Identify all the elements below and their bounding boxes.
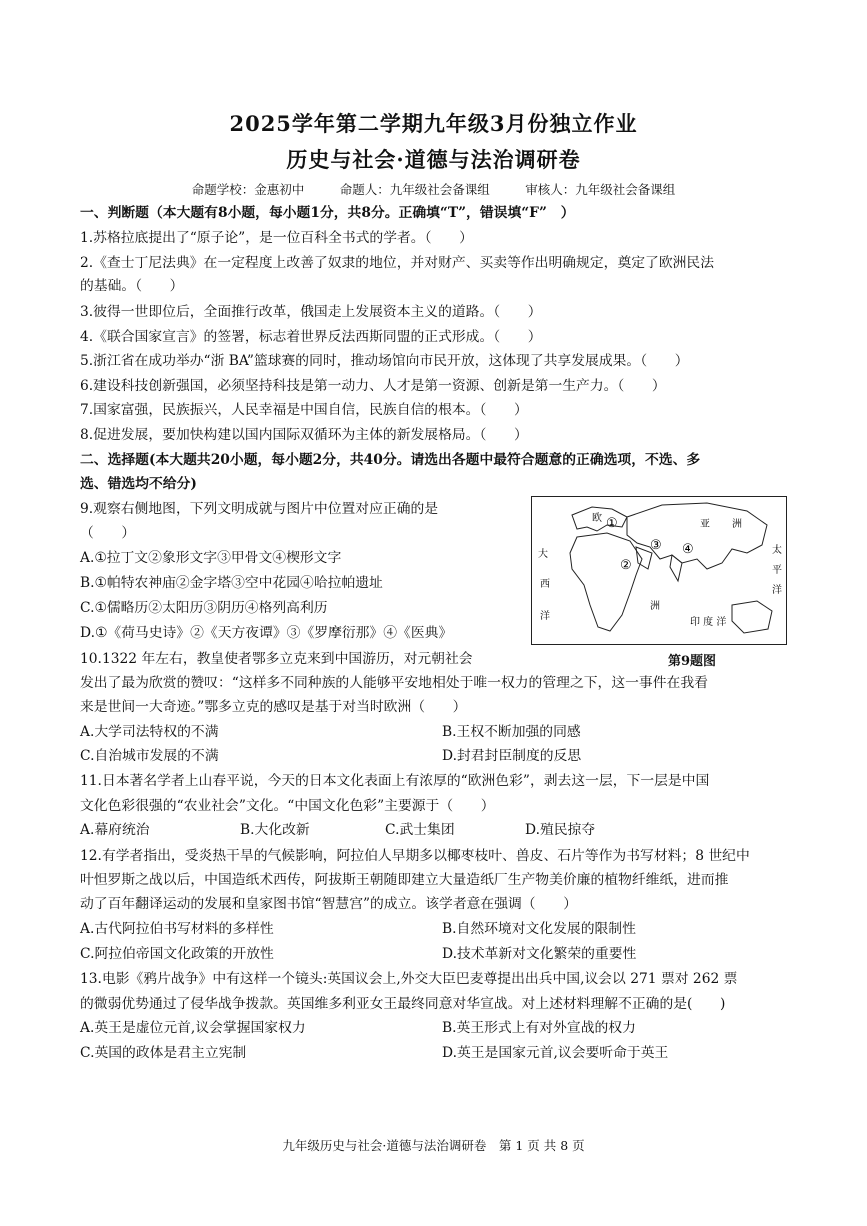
world-map [532,497,786,644]
question-2-line2: 的基础。（ ） [80,278,184,294]
question-10-options-row1 [80,722,792,742]
question-12-line1: 12.有学者指出，受炎热干旱的气候影响，阿拉伯人早期多以椰枣枝叶、兽皮、石片等作为书写材料；8 世纪中 [80,848,750,864]
question-12-option-a: A.古代阿拉伯书写材料的多样性 [80,921,274,937]
question-11-option-b: B.大化改新 [240,822,310,838]
exam-subtitle: 历史与社会·道德与法治调研卷 [286,147,581,172]
map-label-pacific-1: 太 [772,545,782,556]
map-label-asia-2: 洲 [732,519,742,530]
question-10-line2: 发出了最为欣赏的赞叹：“这样多不同种族的人能够平安地相处于唯一权力的管理之下，这一事件在我看 [80,675,708,691]
map-marker-3: ③ [650,538,662,553]
map-label-pacific-2: 平 [772,565,782,576]
question-13-option-d: D.英王是国家元首,议会要听命于英王 [442,1045,669,1061]
question-11-line1: 11.日本著名学者上山春平说，今天的日本文化表面上有浓厚的“欧洲色彩”，剥去这一层，下一层是中国 [80,773,710,789]
question-6: 6.建设科技创新强国，必须坚持科技是第一动力、人才是第一资源、创新是第一生产力。（ ） [80,378,666,394]
question-12-options-row1 [80,919,792,939]
question-12-option-d: D.技术革新对文化繁荣的重要性 [442,946,637,962]
question-3: 3.彼得一世即位后，全面推行改革，俄国走上发展资本主义的道路。（ ） [80,304,542,320]
india-outline [670,555,682,581]
section-2-heading-line1: 二、选择题(本大题共20小题，每小题2分，共40分。请选出各题中最符合题意的正确选项，不选、多 [80,452,701,468]
question-12-options-row2 [80,944,792,964]
world-map-figure [531,496,787,645]
map-label-atlantic-3: 洋 [540,611,550,622]
section-2-heading-line2: 选、错选均不给分) [80,476,197,492]
question-10-option-d: D.封君封臣制度的反思 [442,748,582,764]
map-marker-2: ② [620,558,632,573]
africa-outline [570,533,642,631]
question-10-option-c: C.自治城市发展的不满 [80,748,219,764]
question-13-option-a: A.英王是虚位元首,议会掌握国家权力 [80,1020,306,1036]
map-label-europe: 欧 [592,513,602,524]
question-4: 4.《联合国家宣言》的签署，标志着世界反法西斯同盟的正式形成。（ ） [80,329,542,345]
question-10-option-b: B.王权不断加强的同感 [442,724,581,740]
question-13-option-c: C.英国的政体是君主立宪制 [80,1045,247,1061]
question-10-option-a: A.大学司法特权的不满 [80,724,219,740]
map-label-atlantic-1: 大 [538,549,548,560]
question-9-option-a: A.①拉丁文②象形文字③甲骨文④楔形文字 [80,550,342,566]
map-label-indian-ocean: 印 度 洋 [690,617,727,628]
australia-outline [732,601,772,633]
map-marker-1: ① [606,516,618,531]
question-2-line1: 2.《查士丁尼法典》在一定程度上改善了奴隶的地位，并对财产、买卖等作出明确规定，奠定了欧洲民法 [80,255,715,271]
map-label-pacific-3: 洋 [772,585,782,596]
question-11-option-a: A.幕府统治 [80,822,150,838]
question-12-option-b: B.自然环境对文化发展的限制性 [442,921,636,937]
question-9-option-b: B.①帕特农神庙②金字塔③空中花园④哈拉帕遗址 [80,575,383,591]
question-10-line1: 10.1322 年左右，教皇使者鄂多立克来到中国游历，对元朝社会 [80,651,473,667]
map-label-atlantic-2: 西 [540,579,550,590]
question-12-line3: 动了百年翻译运动的发展和皇家图书馆“智慧宫”的成立。该学者意在强调（ ） [80,896,577,912]
page-footer: 九年级历史与社会·道德与法治调研卷 第 1 页 共 8 页 [282,1138,585,1153]
question-11-option-c: C.武士集团 [385,822,455,838]
asia-outline [627,503,767,569]
exam-title: 2025学年第二学期九年级3月份独立作业 [229,111,638,136]
question-9-option-c: C.①儒略历②太阳历③阴历④格列高利历 [80,600,328,616]
question-13-options-row2 [80,1043,792,1063]
question-11-line2: 文化色彩很强的“农业社会”文化。“中国文化色彩”主要源于（ ） [80,798,495,814]
question-13-line2: 的微弱优势通过了侵华战争拨款。英国维多利亚女王最终同意对华宣战。对上述材料理解不正确的是( ) [80,996,726,1012]
question-7: 7.国家富强，民族振兴，人民幸福是中国自信，民族自信的根本。（ ） [80,402,528,418]
question-10-line3: 来是世间一大奇迹。”鄂多立克的感叹是基于对当时欧洲（ ） [80,699,467,715]
question-1: 1.苏格拉底提出了“原子论”，是一位百科全书式的学者。（ ） [80,230,473,246]
question-9-stem: 9.观察右侧地图，下列文明成就与图片中位置对应正确的是 [80,501,439,517]
exam-meta [0,180,867,198]
meta-reviewer: 审核人：九年级社会备课组 [525,182,676,197]
question-5: 5.浙江省在成功举办“浙 BA”篮球赛的同时，推动场馆向市民开放，这体现了共享发展成果。（ ） [80,353,689,369]
map-label-asia-1: 亚 [700,519,710,530]
map-label-africa: 洲 [650,601,660,612]
meta-author: 命题人：九年级社会备课组 [339,182,490,197]
question-12-option-c: C.阿拉伯帝国文化政策的开放性 [80,946,274,962]
question-11-options [80,820,792,840]
map-caption: 第9题图 [668,654,717,669]
meta-school: 命题学校：金惠初中 [191,182,305,197]
question-11-option-d: D.殖民掠夺 [525,822,596,838]
question-8: 8.促进发展，要加快构建以国内国际双循环为主体的新发展格局。（ ） [80,427,528,443]
question-9-option-d: D.①《荷马史诗》②《天方夜谭》③《罗摩衍那》④《医典》 [80,625,453,641]
map-marker-4: ④ [682,542,694,557]
section-1-heading: 一、判断题（本大题有8小题，每小题1分，共8分。正确填“T”，错误填“F” ） [80,205,575,221]
question-13-option-b: B.英王形式上有对外宣战的权力 [442,1020,636,1036]
question-12-line2: 叶怛罗斯之战以后，中国造纸术西传，阿拔斯王朝随即建立大量造纸厂生产物美价廉的植物纤维纸，进而推 [80,872,729,888]
question-10-options-row2 [80,746,792,766]
question-13-line1: 13.电影《鸦片战争》中有这样一个镜头:英国议会上,外交大臣巴麦尊提出出兵中国,议会以 271 票对 262 票 [80,971,738,987]
question-13-options-row1 [80,1018,792,1038]
question-9-bracket: （ ） [80,525,136,541]
